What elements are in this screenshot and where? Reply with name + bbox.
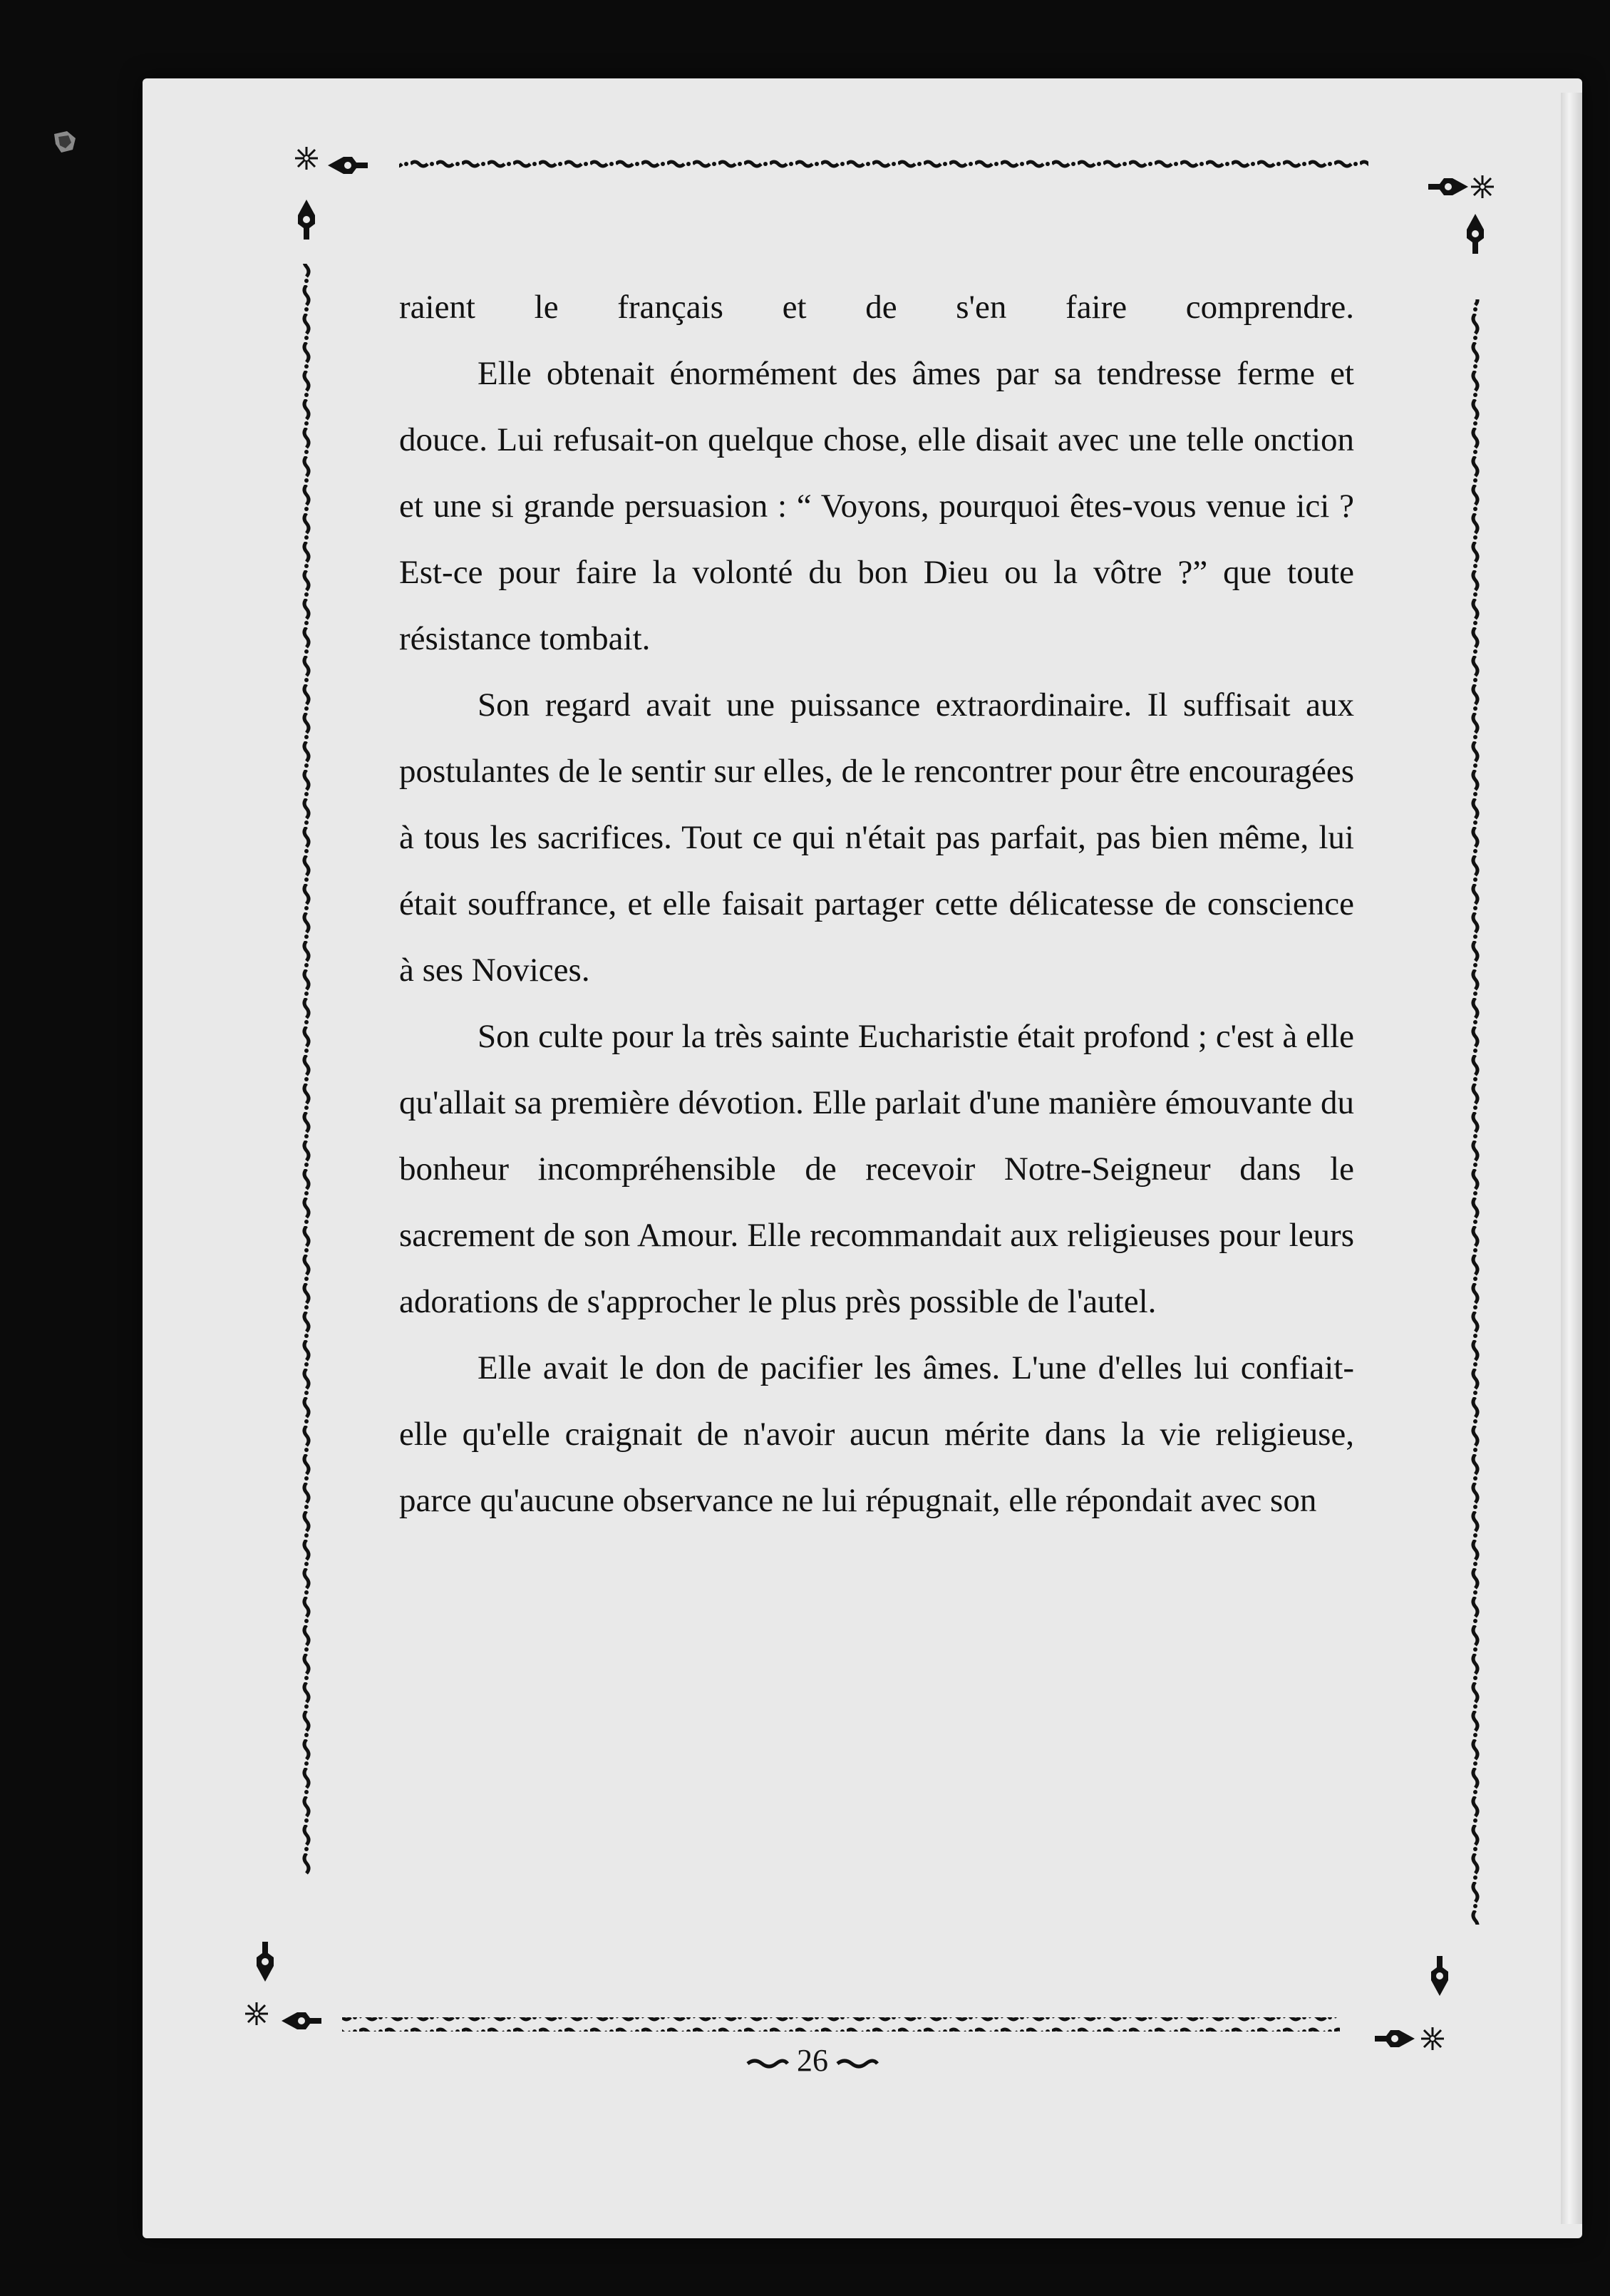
page-number-footer (713, 2042, 912, 2079)
finial-icon (282, 2012, 321, 2029)
finial-icon (1428, 178, 1468, 195)
left-border-line (299, 264, 314, 1875)
paragraph: Elle avait le don de pacifier les âmes. L'une d'elles lui confiait-elle qu'elle craignait de n'avoir aucun mérite dans la vie religieuse, parce qu'aucune observance ne lui répugnait, elle répondait avec son (399, 1349, 1354, 1519)
body-text (399, 274, 1354, 1534)
paragraph: raient le français et de s'en faire comprendre. (399, 289, 1354, 326)
paragraph: Elle obtenait énormément des âmes par sa tendresse ferme et douce. Lui refusait-on quelque chose, elle disait avec une telle onction et une si grande persuasion : “ Voyons, pourquoi êtes-vous venue ici ? Est-ce pour faire la volonté du bon Dieu ou la vôtre ?” que toute résistance tombait. (399, 355, 1354, 657)
finial-icon (1431, 1956, 1448, 1996)
paragraph: Son regard avait une puissance extraordinaire. Il suffisait aux postulantes de le sentir sur elles, de le rencontrer pour être encouragées à tous les sacrifices. Tout ce qui n'était pas parfait, pas bien même, lui était souffrance, et elle faisait partager cette délicatesse de conscience à ses Novices. (399, 686, 1354, 989)
finial-icon (1467, 214, 1484, 254)
finial-icon (328, 157, 368, 174)
right-border-line (1468, 299, 1482, 1925)
starburst-icon (245, 2002, 268, 2025)
finial-icon (257, 1942, 274, 1982)
finial-icon (298, 200, 315, 240)
wave-ornament-icon (836, 2056, 879, 2071)
finial-icon (1375, 2030, 1415, 2047)
bottom-border-line (342, 2017, 1340, 2032)
wave-ornament-icon (746, 2056, 789, 2071)
page-number: 26 (797, 2043, 828, 2078)
top-border-line (399, 158, 1368, 173)
starburst-icon (1421, 2027, 1444, 2050)
paragraph: Son culte pour la très sainte Eucharistie était profond ; c'est à elle qu'allait sa première dévotion. Elle parlait d'une manière émouvante du bonheur incompréhensible de recevoir Notre-Seigneur dans le sacrement de son Amour. Elle recommandait aux religieuses pour leurs adorations de s'approcher le plus près possible de l'autel. (399, 1018, 1354, 1320)
starburst-icon (1471, 175, 1494, 198)
starburst-icon (295, 147, 318, 170)
